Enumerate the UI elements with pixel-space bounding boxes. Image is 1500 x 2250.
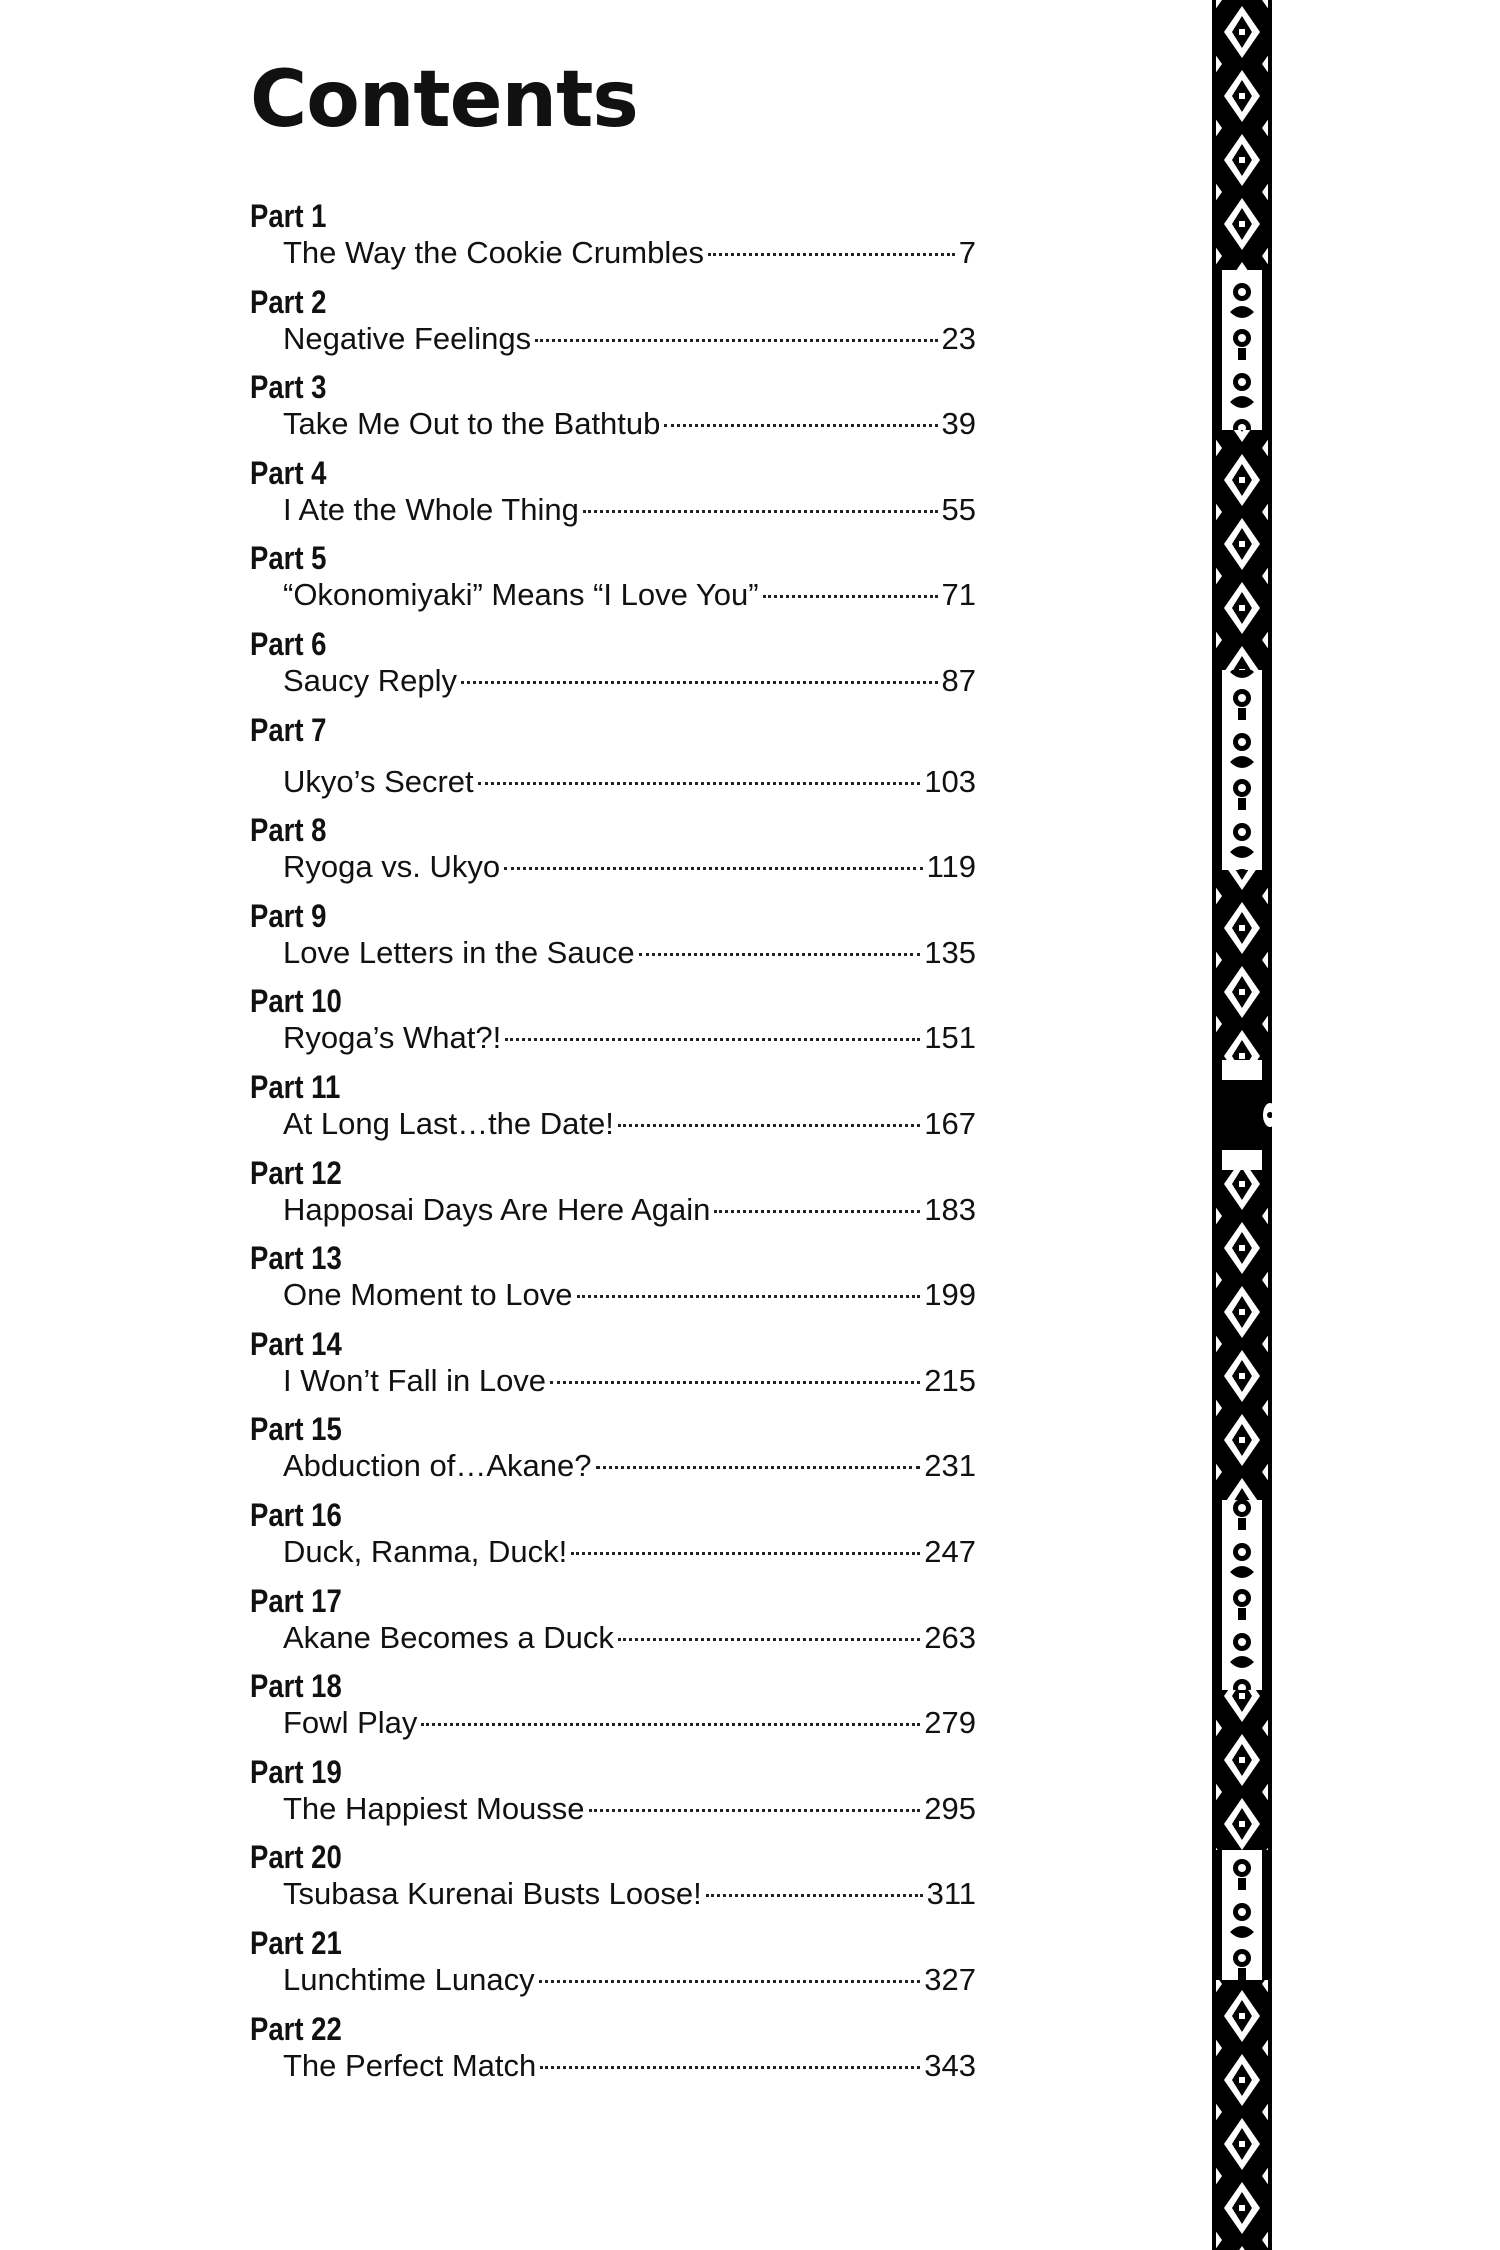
dot-leader bbox=[577, 1295, 921, 1298]
dot-leader bbox=[618, 1124, 920, 1127]
chapter-line bbox=[283, 661, 976, 701]
chapter-line bbox=[283, 1018, 976, 1058]
chapter-title: Ryoga vs. Ukyo bbox=[283, 849, 501, 885]
part-label: Part 7 bbox=[250, 711, 327, 748]
toc-entry bbox=[250, 1923, 976, 2003]
part-label: Part 2 bbox=[250, 283, 327, 320]
part-label: Part 21 bbox=[250, 1925, 342, 1961]
chapter-line bbox=[283, 1789, 976, 1829]
chapter-line bbox=[283, 1874, 976, 1914]
page-number: 135 bbox=[924, 934, 976, 970]
dot-leader bbox=[539, 1980, 921, 1983]
chapter-line bbox=[283, 1703, 976, 1743]
page-number: 327 bbox=[924, 1962, 976, 1997]
part-label: Part 8 bbox=[250, 812, 327, 849]
part-label: Part 1 bbox=[250, 198, 327, 234]
part-label: Part 3 bbox=[250, 369, 327, 406]
chapter-title: The Perfect Match bbox=[283, 2047, 537, 2083]
chapter-title: Negative Feelings bbox=[283, 320, 532, 356]
page-number: 71 bbox=[941, 577, 976, 613]
toc-entry bbox=[250, 1666, 976, 1746]
dot-leader bbox=[505, 1038, 920, 1041]
toc-entry bbox=[250, 810, 976, 890]
chapter-title: Abduction of…Akane? bbox=[283, 1448, 592, 1484]
part-label: Part 10 bbox=[250, 983, 342, 1020]
dot-leader bbox=[571, 1552, 920, 1555]
chapter-line bbox=[283, 575, 976, 615]
page-number: 295 bbox=[924, 1790, 976, 1826]
page-number: 55 bbox=[941, 491, 976, 527]
part-label: Part 6 bbox=[250, 626, 327, 662]
part-label: Part 18 bbox=[250, 1668, 342, 1705]
toc-entry bbox=[250, 896, 976, 976]
chapter-title: Love Letters in the Sauce bbox=[283, 934, 635, 970]
chapter-title: One Moment to Love bbox=[283, 1277, 573, 1313]
part-label: Part 19 bbox=[250, 1753, 342, 1790]
dot-leader bbox=[589, 1809, 921, 1812]
chapter-title: Happosai Days Are Here Again bbox=[283, 1191, 711, 1227]
dot-leader bbox=[596, 1466, 921, 1469]
page-number: 119 bbox=[926, 849, 976, 885]
chapter-line bbox=[283, 1275, 976, 1315]
chapter-line bbox=[283, 1960, 976, 2000]
chapter-line bbox=[283, 404, 976, 444]
page-number: 231 bbox=[924, 1448, 976, 1484]
toc-entry bbox=[250, 1324, 976, 1404]
chapter-title: Duck, Ranma, Duck! bbox=[283, 1534, 568, 1569]
chapter-line bbox=[283, 490, 976, 530]
toc-entry bbox=[250, 1153, 976, 1233]
toc-entry bbox=[250, 1752, 976, 1832]
chapter-line bbox=[283, 233, 976, 273]
chapter-title: Ukyo’s Secret bbox=[283, 763, 474, 799]
dot-leader bbox=[461, 681, 937, 684]
dot-leader bbox=[706, 1894, 923, 1897]
dot-leader bbox=[540, 2066, 920, 2069]
toc-entry bbox=[250, 282, 976, 362]
page-number: 311 bbox=[926, 1876, 976, 1912]
ornamental-lattice-border-icon bbox=[1212, 0, 1272, 2250]
part-label: Part 16 bbox=[250, 1497, 342, 1533]
chapter-title: Lunchtime Lunacy bbox=[283, 1962, 535, 1997]
page-number: 167 bbox=[924, 1106, 976, 1141]
chapter-line bbox=[283, 1446, 976, 1486]
page-number: 183 bbox=[924, 1191, 976, 1227]
part-label: Part 4 bbox=[250, 454, 327, 491]
dot-leader bbox=[639, 953, 921, 956]
chapter-line bbox=[283, 847, 976, 887]
dot-leader bbox=[583, 510, 938, 513]
dot-leader bbox=[708, 253, 955, 256]
part-label: Part 13 bbox=[250, 1240, 342, 1277]
chapter-title: Ryoga’s What?! bbox=[283, 1020, 502, 1056]
page-number: 87 bbox=[941, 663, 976, 698]
part-label: Part 20 bbox=[250, 1839, 342, 1876]
toc-entry bbox=[250, 1409, 976, 1489]
page-number: 39 bbox=[941, 406, 976, 442]
chapter-title: I Won’t Fall in Love bbox=[283, 1362, 547, 1398]
dot-leader bbox=[478, 782, 921, 785]
page-title: Contents bbox=[250, 55, 638, 145]
page-number: 151 bbox=[924, 1020, 976, 1056]
page-number: 215 bbox=[924, 1362, 976, 1398]
toc-entry bbox=[250, 2009, 976, 2089]
dot-leader bbox=[421, 1723, 920, 1726]
dot-leader bbox=[714, 1210, 920, 1213]
toc-entry bbox=[250, 710, 976, 799]
chapter-title: Fowl Play bbox=[283, 1705, 418, 1741]
part-label: Part 11 bbox=[250, 1069, 341, 1105]
part-label: Part 5 bbox=[250, 540, 327, 577]
chapter-line bbox=[283, 1190, 976, 1230]
toc-entry bbox=[250, 1238, 976, 1318]
part-label: Part 15 bbox=[250, 1411, 342, 1448]
chapter-title: Take Me Out to the Bathtub bbox=[283, 406, 661, 442]
page-number: 7 bbox=[958, 235, 976, 270]
chapter-title: Akane Becomes a Duck bbox=[283, 1619, 614, 1655]
chapter-line bbox=[283, 1104, 976, 1144]
dot-leader bbox=[550, 1381, 920, 1384]
chapter-line bbox=[283, 319, 976, 359]
chapter-line bbox=[283, 1532, 976, 1572]
chapter-title: Tsubasa Kurenai Busts Loose! bbox=[283, 1876, 702, 1912]
toc-entry bbox=[250, 538, 976, 618]
chapter-title: At Long Last…the Date! bbox=[283, 1106, 614, 1141]
page-number: 247 bbox=[924, 1534, 976, 1569]
part-label: Part 12 bbox=[250, 1154, 342, 1191]
dot-leader bbox=[504, 867, 923, 870]
toc-entry bbox=[250, 1837, 976, 1917]
part-label: Part 9 bbox=[250, 897, 327, 934]
toc-entry bbox=[250, 453, 976, 533]
part-label: Part 22 bbox=[250, 2010, 342, 2047]
chapter-line bbox=[283, 762, 976, 802]
chapter-line bbox=[283, 2046, 976, 2086]
chapter-title: The Happiest Mousse bbox=[283, 1790, 585, 1826]
part-label: Part 14 bbox=[250, 1325, 342, 1362]
toc-entry bbox=[250, 624, 976, 704]
page-number: 199 bbox=[924, 1277, 976, 1313]
part-label: Part 17 bbox=[250, 1582, 342, 1619]
page-number: 103 bbox=[924, 763, 976, 799]
chapter-line bbox=[283, 1361, 976, 1401]
chapter-title: Saucy Reply bbox=[283, 663, 458, 698]
toc-entry bbox=[250, 367, 976, 447]
chapter-line bbox=[283, 1618, 976, 1658]
dot-leader bbox=[618, 1638, 920, 1641]
page-number: 263 bbox=[924, 1619, 976, 1655]
toc-entry bbox=[250, 1067, 976, 1147]
toc-entry bbox=[250, 981, 976, 1061]
chapter-title: The Way the Cookie Crumbles bbox=[283, 235, 704, 270]
toc-entry bbox=[250, 1581, 976, 1661]
dot-leader bbox=[763, 595, 938, 598]
page-number: 343 bbox=[924, 2047, 976, 2083]
page-number: 279 bbox=[924, 1705, 976, 1741]
chapter-title: I Ate the Whole Thing bbox=[283, 491, 579, 527]
chapter-line bbox=[283, 933, 976, 973]
toc-entry bbox=[250, 196, 976, 276]
toc-entry bbox=[250, 1495, 976, 1575]
page-number: 23 bbox=[941, 320, 976, 356]
dot-leader bbox=[664, 424, 937, 427]
chapter-title: “Okonomiyaki” Means “I Love You” bbox=[283, 577, 759, 613]
dot-leader bbox=[535, 339, 937, 342]
